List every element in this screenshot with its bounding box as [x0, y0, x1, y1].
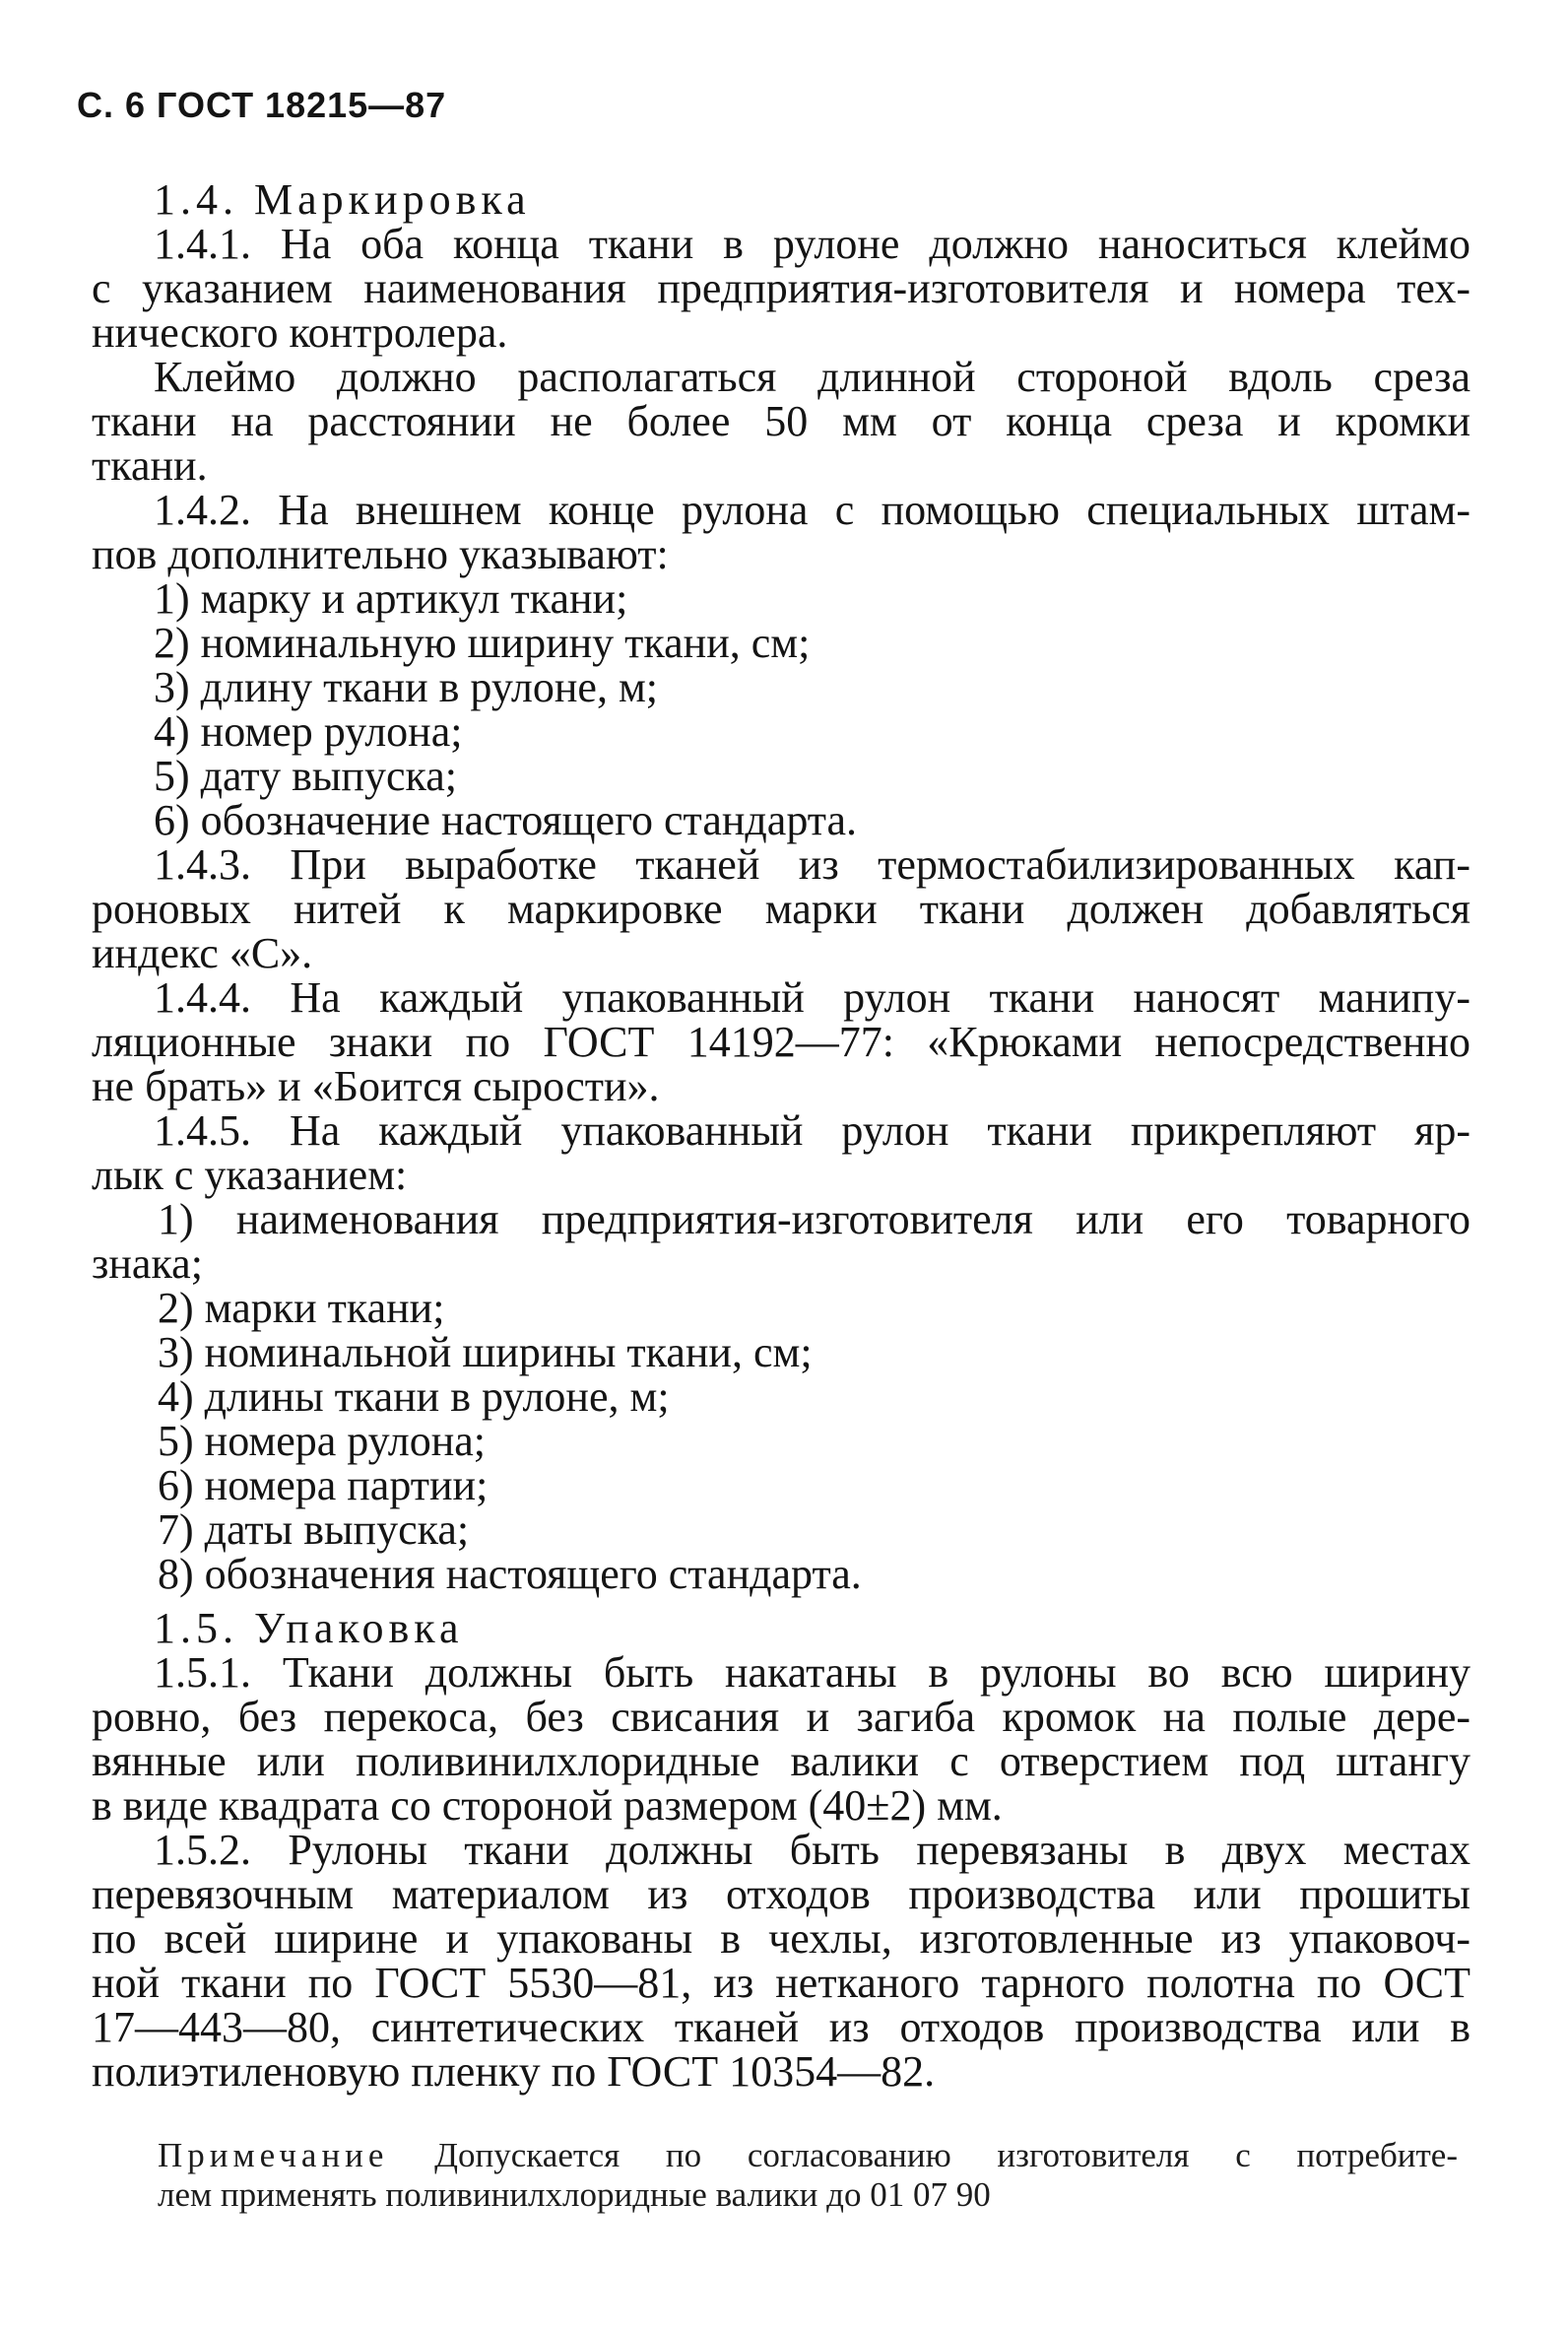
paragraph-1-4-1b-line: ткани на расстоянии не более 50 мм от конца среза и кромки: [92, 397, 1470, 445]
footnote-label: Примечание: [158, 2136, 389, 2174]
paragraph-1-4-1-line: с указанием наименования предприятия-изготовителя и номера тех-: [92, 264, 1470, 312]
document-body: [92, 177, 1470, 2094]
list-item: знака;: [92, 1239, 203, 1288]
list-item: 4) длины ткани в рулоне, м;: [158, 1372, 670, 1421]
list-item: 5) дату выпуска;: [154, 752, 457, 800]
paragraph-1-4-5-line: лык с указанием:: [92, 1151, 408, 1199]
list-item: 6) номера партии;: [158, 1461, 489, 1509]
paragraph-1-5-2-line: ной ткани по ГОСТ 5530—81, из нетканого тарного полотна по ОСТ: [92, 1959, 1470, 2007]
paragraph-1-5-1-line: вянные или поливинилхлоридные валики с отверстием под штангу: [92, 1737, 1470, 1785]
section-title-1-5: 1.5. Упаковка: [154, 1604, 464, 1652]
list-item: 1) наименования предприятия-изготовителя или его товарного: [158, 1195, 1470, 1243]
paragraph-1-4-4-line: не брать» и «Боится сырости».: [92, 1062, 660, 1110]
paragraph-1-5-2-line: 17—443—80, синтетических тканей из отходов производства или в: [92, 2003, 1470, 2051]
list-item: 2) марки ткани;: [158, 1284, 445, 1332]
paragraph-1-4-4-line: 1.4.4. На каждый упакованный рулон ткани наносят манипу-: [154, 973, 1470, 1022]
list-item: 4) номер рулона;: [154, 707, 463, 756]
footnote-line: [158, 2136, 1458, 2175]
paragraph-1-5-1-line: в виде квадрата со стороной размером (40±2) мм.: [92, 1781, 1003, 1830]
list-item: 3) номинальной ширины ткани, см;: [158, 1328, 813, 1376]
list-item: 1) марку и артикул ткани;: [154, 574, 628, 623]
footnote-text: Допускается по согласованию изготовителя с потребите-: [434, 2136, 1458, 2174]
page-header: С. 6 ГОСТ 18215—87: [77, 85, 447, 125]
list-item: 8) обозначения настоящего стандарта.: [158, 1550, 862, 1598]
paragraph-1-4-3-line: индекс «С».: [92, 929, 313, 977]
footnote: [158, 2136, 1458, 2215]
paragraph-1-4-4-line: ляционные знаки по ГОСТ 14192—77: «Крюками непосредственно: [92, 1018, 1470, 1066]
footnote-line: лем применять поливинилхлоридные валики до 01 07 90: [158, 2175, 991, 2214]
list-item: 7) даты выпуска;: [158, 1505, 470, 1554]
paragraph-1-5-2-line: 1.5.2. Рулоны ткани должны быть перевязаны в двух местах: [154, 1826, 1470, 1874]
list-item: 5) номера рулона;: [158, 1417, 487, 1465]
paragraph-1-4-1-line: нического контролера.: [92, 308, 508, 357]
paragraph-1-4-3-line: 1.4.3. При выработке тканей из термостабилизированных кап-: [154, 840, 1470, 889]
paragraph-1-4-2-line: пов дополнительно указывают:: [92, 530, 669, 578]
paragraph-1-4-2-line: 1.4.2. На внешнем конце рулона с помощью специальных штам-: [154, 486, 1470, 534]
paragraph-1-4-3-line: роновых нитей к маркировке марки ткани должен добавляться: [92, 885, 1470, 933]
paragraph-1-4-1-line: 1.4.1. На оба конца ткани в рулоне должно наноситься клеймо: [154, 220, 1470, 268]
paragraph-1-4-1b-line: Клеймо должно располагаться длинной стороной вдоль среза: [154, 353, 1470, 401]
paragraph-1-5-1-line: 1.5.1. Ткани должны быть накатаны в рулоны во всю ширину: [154, 1648, 1470, 1697]
paragraph-1-5-2-line: полиэтиленовую пленку по ГОСТ 10354—82.: [92, 2047, 936, 2096]
paragraph-1-5-2-line: по всей ширине и упакованы в чехлы, изготовленные из упаковоч-: [92, 1914, 1470, 1963]
paragraph-1-5-2-line: перевязочным материалом из отходов производства или прошиты: [92, 1870, 1470, 1918]
paragraph-1-5-1-line: ровно, без перекоса, без свисания и загиба кромок на полые дере-: [92, 1693, 1470, 1741]
paragraph-1-4-5-line: 1.4.5. На каждый упакованный рулон ткани прикрепляют яр-: [154, 1106, 1470, 1155]
list-item: 2) номинальную ширину ткани, см;: [154, 619, 811, 667]
list-item: 6) обозначение настоящего стандарта.: [154, 796, 858, 844]
section-title-1-4: 1.4. Маркировка: [154, 175, 531, 224]
paragraph-1-4-1b-line: ткани.: [92, 441, 208, 490]
list-item: 3) длину ткани в рулоне, м;: [154, 663, 659, 711]
